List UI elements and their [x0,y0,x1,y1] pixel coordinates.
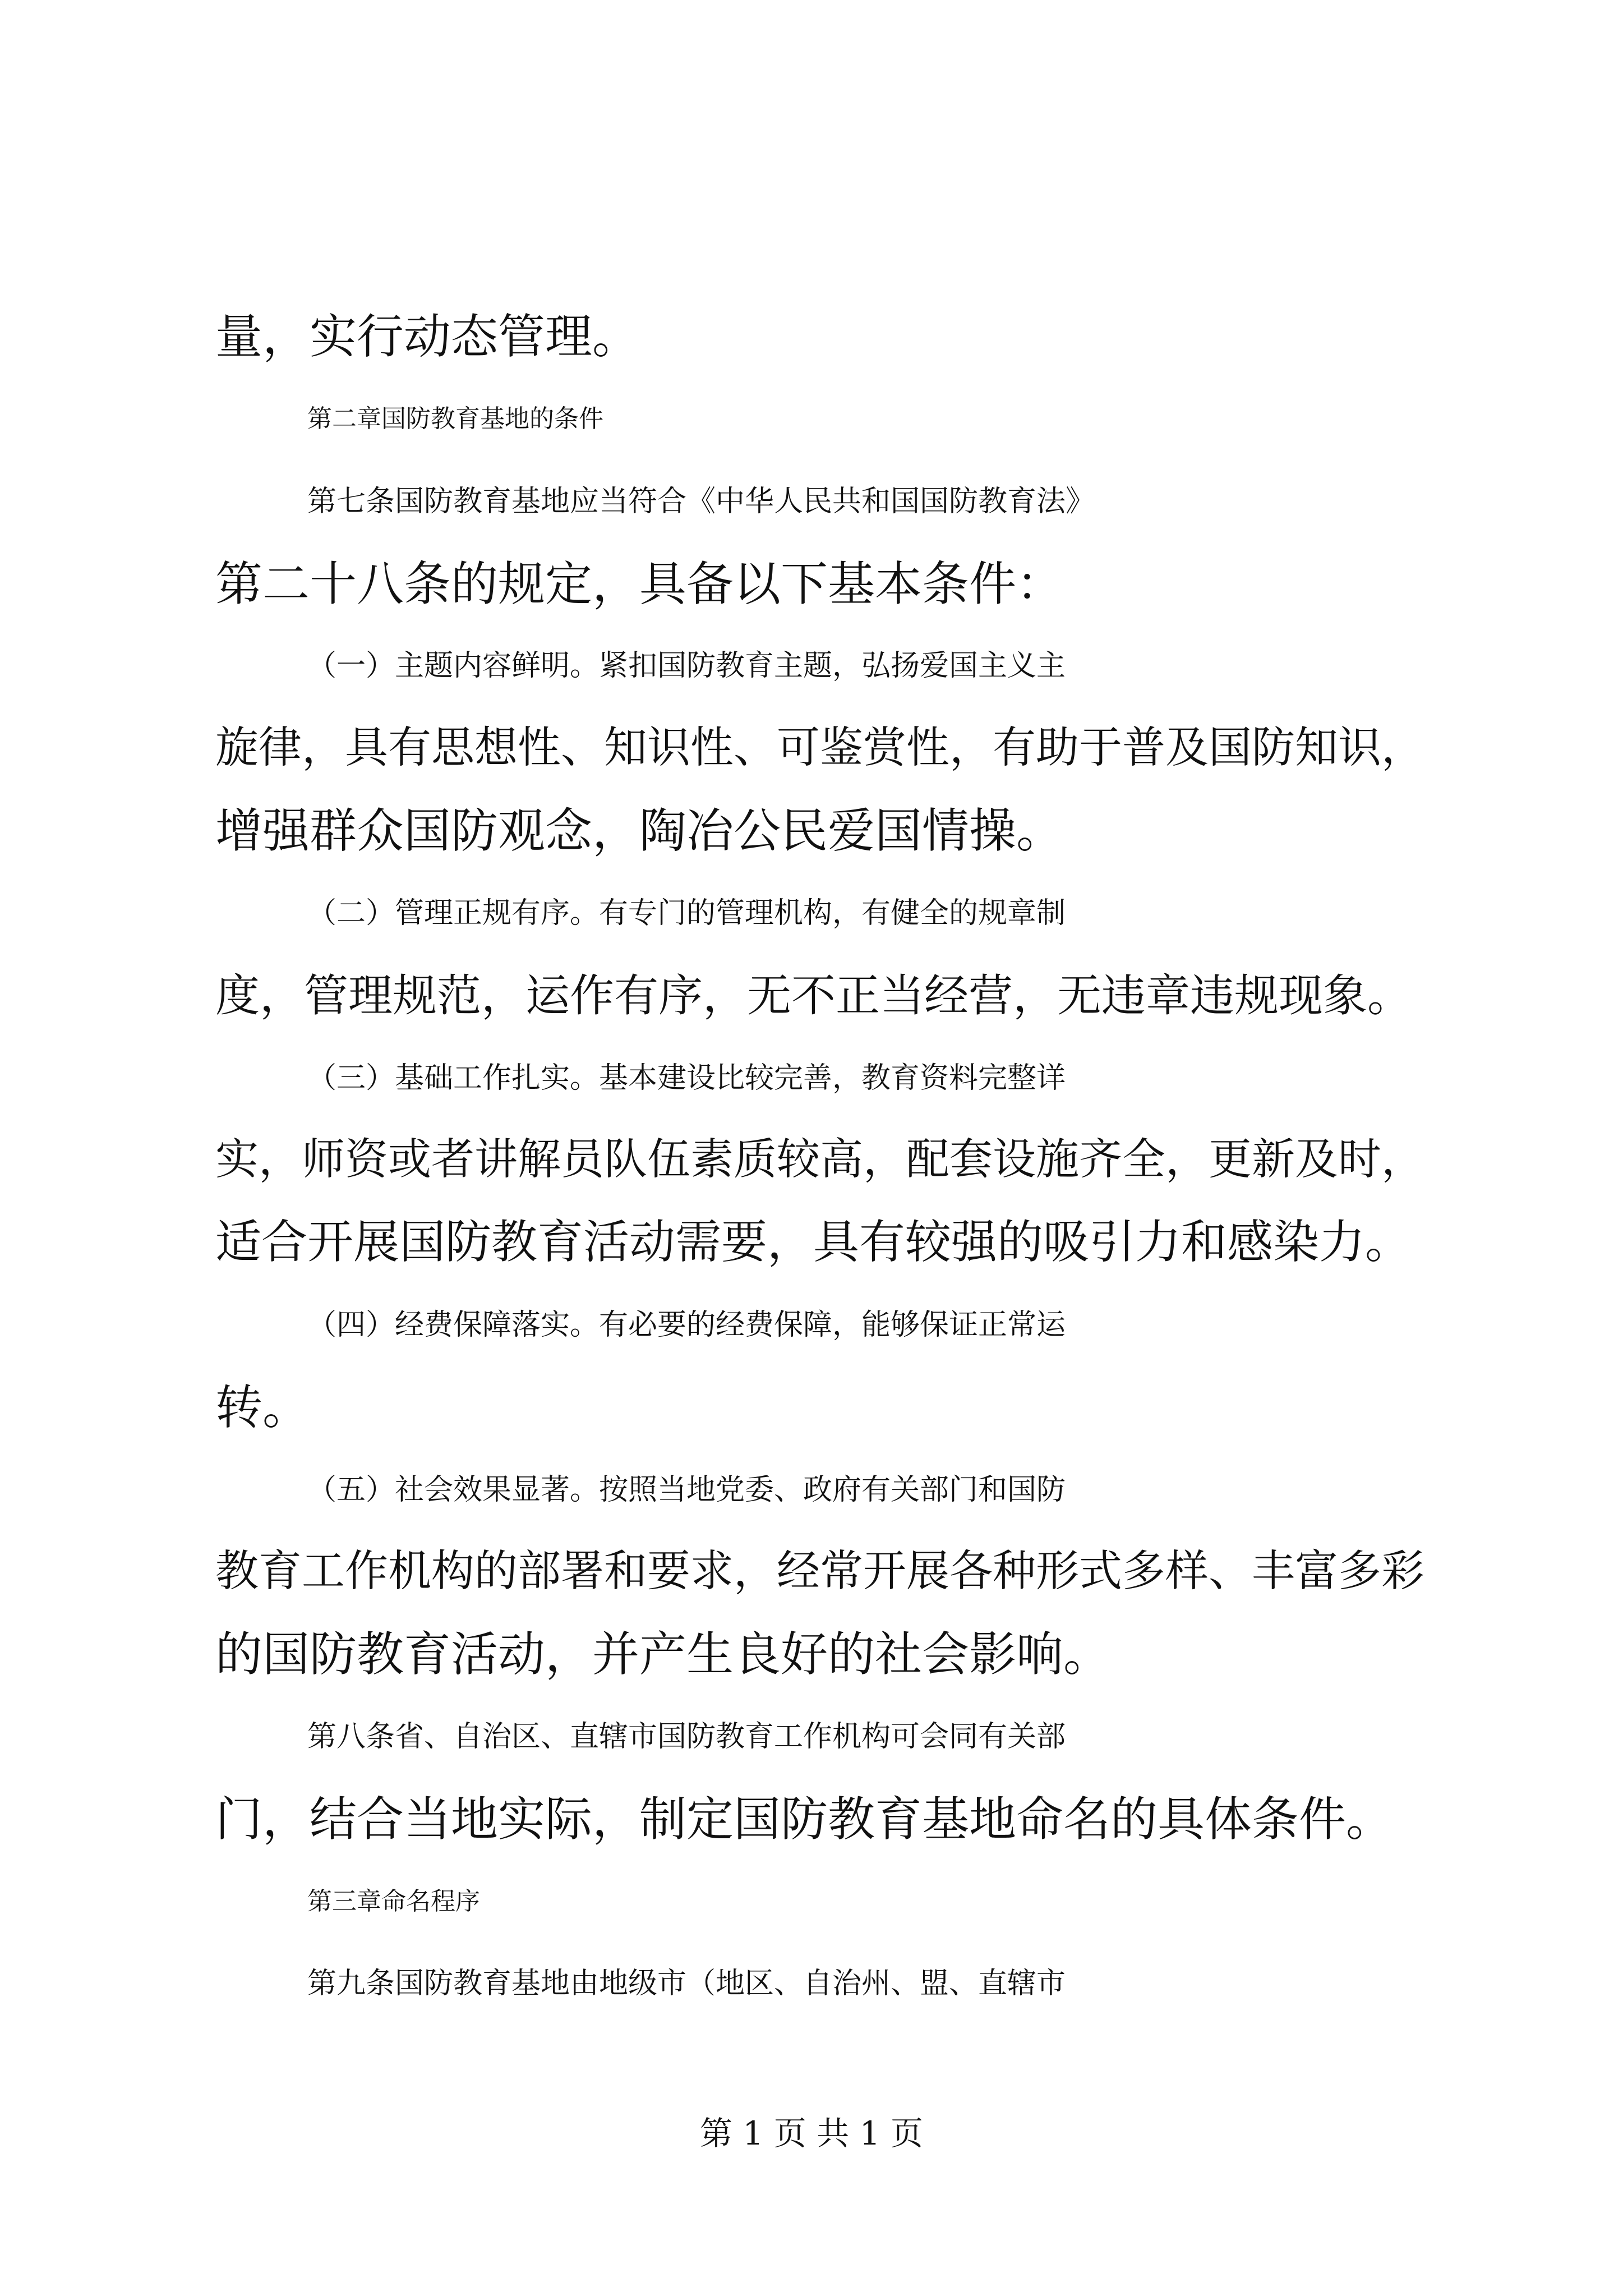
item-1-line-1: （一）主题内容鲜明。紧扣国防教育主题，弘扬爱国主义主 [307,649,1066,683]
chapter-heading-3: 第三章命名程序 [307,1887,480,1916]
article-9-line-1: 第九条国防教育基地由地级市（地区、自治州、盟、直辖市 [307,1967,1066,2000]
item-4-line-2: 转。 [215,1380,310,1435]
article-7-line-1: 第七条国防教育基地应当符合《中华人民共和国国防教育法》 [307,485,1095,518]
article-8-line-2: 门，结合当地实际，制定国防教育基地命名的具体条件。 [215,1792,1394,1847]
item-5-line-1: （五）社会效果显著。按照当地党委、政府有关部门和国防 [307,1473,1066,1507]
item-1-line-3: 增强群众国防观念，陶冶公民爱国情操。 [215,803,1064,858]
item-3-line-1: （三）基础工作扎实。基本建设比较完善，教育资料完整详 [307,1061,1066,1095]
item-3-line-2: 实，师资或者讲解员队伍素质较高，配套设施齐全，更新及时， [215,1135,1424,1185]
item-3-line-3: 适合开展国防教育活动需要，具有较强的吸引力和感染力。 [215,1216,1412,1269]
item-1-line-2: 旋律，具有思想性、知识性、可鉴赏性，有助于普及国防知识， [215,723,1424,773]
item-2-line-1: （二）管理正规有序。有专门的管理机构，有健全的规章制 [307,896,1066,930]
item-4-line-1: （四）经费保障落实。有必要的经费保障，能够保证正常运 [307,1308,1066,1342]
chapter-heading-2: 第二章国防教育基地的条件 [307,404,603,433]
article-8-line-1: 第八条省、自治区、直辖市国防教育工作机构可会同有关部 [307,1720,1066,1754]
item-5-line-2: 教育工作机构的部署和要求，经常开展各种形式多样、丰富多彩 [215,1547,1424,1596]
article-7-line-2: 第二十八条的规定，具备以下基本条件： [215,556,1064,611]
text-line-1: 量，实行动态管理。 [215,309,640,364]
page-footer: 第 1 页 共 1 页 [700,2114,923,2152]
item-2-line-2: 度，管理规范，运作有序，无不正当经营，无违章违规现象。 [215,970,1412,1022]
item-5-line-3: 的国防教育活动，并产生良好的社会影响。 [215,1627,1111,1682]
